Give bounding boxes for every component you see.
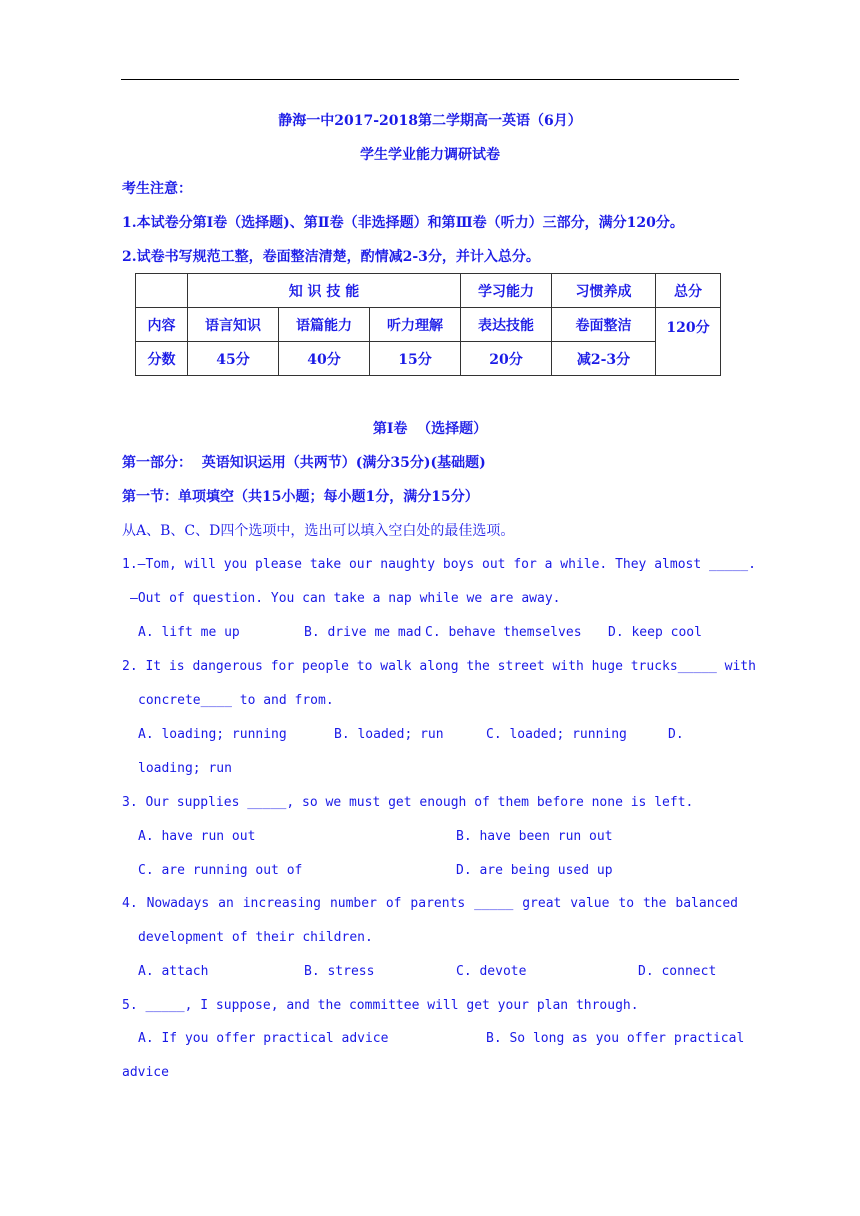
table-cell: 语言知识: [188, 308, 279, 342]
table-row: [136, 342, 721, 376]
question-3-stem: 3. Our supplies _____, so we must get enough of them before none is left.: [122, 795, 694, 810]
notice-item-1: 1.本试卷分第Ⅰ卷（选择题)、第Ⅱ卷（非选择题）和第Ⅲ卷（听力）三部分，满分120分。: [122, 215, 684, 231]
question-4-option-c: C. devote: [456, 964, 527, 979]
question-2-stem-cont: concrete____ to and from.: [138, 693, 334, 708]
question-5-option-b: B. So long as you offer practical: [486, 1031, 745, 1046]
table-header-habit: 习惯养成: [552, 274, 656, 308]
question-1-option-a: A. lift me up: [138, 625, 240, 640]
exam-subtitle: 学生学业能力调研试卷: [360, 147, 500, 163]
question-1-option-b: B. drive me mad: [304, 625, 422, 640]
question-1-stem: 1.—Tom, will you please take our naughty boys out for a while. They almost _____.: [122, 557, 756, 572]
question-1-reply: —Out of question. You can take a nap while we are away.: [130, 591, 561, 606]
question-4-option-d: D. connect: [638, 964, 717, 979]
question-2-option-a: A. loading; running: [138, 727, 287, 742]
table-row: [136, 308, 721, 342]
question-2-stem: 2. It is dangerous for people to walk along the street with huge trucks_____ with: [122, 659, 756, 674]
table-cell: 20分: [461, 342, 552, 376]
table-cell: 40分: [279, 342, 370, 376]
table-row-label: 分数: [136, 342, 188, 376]
table-header-total: 总分: [656, 274, 721, 308]
question-3-option-a: A. have run out: [138, 829, 256, 844]
subsection-heading: 第一节：单项填空（共15小题；每小题1分，满分15分）: [122, 489, 479, 505]
table-cell: 45分: [188, 342, 279, 376]
table-cell: 表达技能: [461, 308, 552, 342]
table-row-label: 内容: [136, 308, 188, 342]
table-header-learning: 学习能力: [461, 274, 552, 308]
table-cell-empty: [136, 274, 188, 308]
question-4-option-a: A. attach: [138, 964, 209, 979]
table-cell: 语篇能力: [279, 308, 370, 342]
question-5-stem: 5. _____, I suppose, and the committee will get your plan through.: [122, 998, 639, 1013]
question-3-option-c: C. are running out of: [138, 863, 303, 878]
notice-heading: 考生注意：: [122, 181, 192, 197]
section-title: 第Ⅰ卷 （选择题）: [372, 421, 488, 437]
question-3-option-b: B. have been run out: [456, 829, 613, 844]
question-3-option-d: D. are being used up: [456, 863, 613, 878]
table-cell-total: 120分: [656, 308, 721, 376]
question-2-option-d: D.: [668, 727, 684, 742]
question-1-option-d: D. keep cool: [608, 625, 702, 640]
part-heading: 第一部分： 英语知识运用（共两节）(满分35分)(基础题): [122, 455, 486, 471]
notice-item-2: 2.试卷书写规范工整，卷面整洁清楚，酌情减2-3分，并计入总分。: [122, 249, 540, 265]
question-5-option-b-cont: advice: [122, 1065, 169, 1080]
question-5-option-a: A. If you offer practical advice: [138, 1031, 389, 1046]
question-1-option-c: C. behave themselves: [425, 625, 582, 640]
table-row: [136, 274, 721, 308]
table-header-knowledge: 知 识 技 能: [188, 274, 461, 308]
header-rule: [121, 79, 739, 80]
table-cell: 15分: [370, 342, 461, 376]
question-2-option-b: B. loaded; run: [334, 727, 444, 742]
instruction-text: 从A、B、C、D四个选项中，选出可以填入空白处的最佳选项。: [122, 523, 515, 539]
question-2-option-d-cont: loading; run: [138, 761, 232, 776]
table-cell: 卷面整洁: [552, 308, 656, 342]
question-4-option-b: B. stress: [304, 964, 375, 979]
question-4-stem: 4. Nowadays an increasing number of parents _____ great value to the balanced: [122, 896, 738, 911]
table-cell: 减2-3分: [552, 342, 656, 376]
question-2-option-c: C. loaded; running: [486, 727, 627, 742]
score-table: [135, 273, 721, 376]
exam-title: 静海一中2017-2018第二学期高一英语（6月）: [278, 113, 582, 129]
table-cell: 听力理解: [370, 308, 461, 342]
question-4-stem-cont: development of their children.: [138, 930, 373, 945]
